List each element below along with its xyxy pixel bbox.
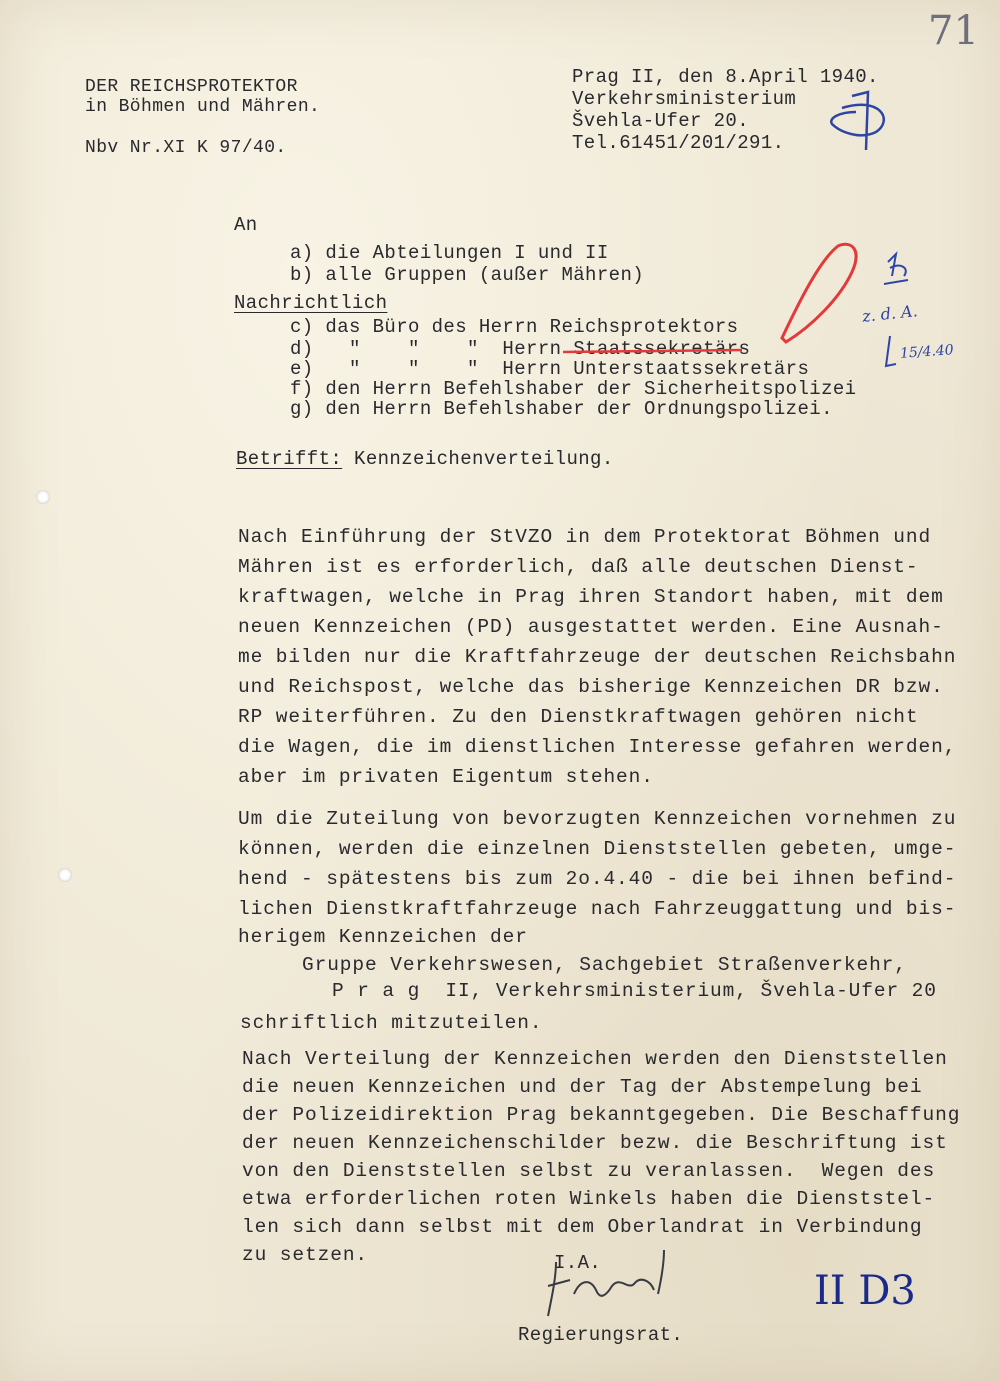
cc-e: e) " " " Herrn Unterstaatssekretärs [290, 358, 810, 380]
body-line: neuen Kennzeichen (PD) ausgestattet werden. Eine Ausnah- [238, 616, 944, 638]
place-date: Prag II, den 8.April 1940. [572, 66, 879, 88]
closing-title: Regierungsrat. [518, 1324, 684, 1346]
filing-note: z. d. A. [861, 301, 919, 326]
body-line: der Polizeidirektion Prag bekanntgegeben. Die Beschaffung [242, 1104, 961, 1126]
body-line: Nach Verteilung der Kennzeichen werden den Dienststellen [242, 1048, 948, 1070]
body-line: herigem Kennzeichen der [238, 926, 528, 948]
body-line: Mähren ist es erforderlich, daß alle deutschen Dienst- [238, 556, 919, 578]
address-line-2: P r a g II, Verkehrsministerium, Švehla-Ufer 20 [332, 980, 937, 1002]
cc-c: c) das Büro des Herrn Reichsprotektors [290, 316, 739, 338]
reference-number: Nbv Nr.XI K 97/40. [85, 138, 287, 158]
body-line: me bilden nur die Kraftfahrzeuge der deutschen Reichsbahn [238, 646, 957, 668]
body-line: Um die Zuteilung von bevorzugten Kennzeichen vornehmen zu [238, 808, 957, 830]
body-line: RP weiterführen. Zu den Dienstkraftwagen gehören nicht [238, 706, 919, 728]
body-line: die neuen Kennzeichen und der Tag der Abstempelung bei [242, 1076, 923, 1098]
filing-date-note: 15/4.40 [899, 342, 955, 362]
body-line: schriftlich mitzuteilen. [240, 1012, 543, 1034]
body-line: lichen Dienstkraftfahrzeuge nach Fahrzeuggattung und bis- [238, 898, 957, 920]
recipient-b: b) alle Gruppen (außer Mähren) [290, 264, 645, 286]
body-line: zu setzen. [242, 1244, 369, 1266]
red-underline [563, 350, 742, 352]
blue-pencil-initials [884, 254, 908, 284]
body-line: können, werden die einzelnen Dienststellen gebeten, umge- [238, 838, 957, 860]
cc-d: d) " " " Herrn Staatssekretärs [290, 338, 751, 360]
body-line: len sich dann selbst mit dem Oberlandrat in Verbindung [242, 1216, 923, 1238]
body-line: die Wagen, die im dienstlichen Interesse gefahren werden, [238, 736, 957, 758]
subject-label: Betrifft: [236, 448, 343, 470]
body-line: und Reichspost, welche das bisherige Kennzeichen DR bzw. [238, 676, 944, 698]
for-information-heading: Nachrichtlich [234, 292, 388, 314]
cc-f: f) den Herrn Befehlshaber der Sicherheitspolizei [290, 378, 857, 400]
sender-line-2: in Böhmen und Mähren. [85, 97, 321, 117]
folio-number: 71 [928, 8, 979, 54]
red-pencil-mark [782, 244, 856, 342]
body-line: etwa erforderlichen roten Winkels haben die Dienststel- [242, 1188, 936, 1210]
body-line: hend - spätestens bis zum 2o.4.40 - die bei ihnen befind- [238, 868, 957, 890]
sender-line-1: DER REICHSPROTEKTOR [85, 77, 298, 97]
body-line: von den Dienststellen selbst zu veranlassen. Wegen des [242, 1160, 936, 1182]
body-line: aber im privaten Eigentum stehen. [238, 766, 654, 788]
closing-ia: I.A. [554, 1252, 602, 1274]
body-line: der neuen Kennzeichenschilder bezw. die Beschriftung ist [242, 1132, 948, 1154]
telephone: Tel.61451/201/291. [572, 132, 785, 154]
ministry: Verkehrsministerium [572, 88, 797, 110]
street-address: Švehla-Ufer 20. [572, 110, 750, 132]
blue-bracket [886, 336, 896, 366]
address-line-1: Gruppe Verkehrswesen, Sachgebiet Straßenverkehr, [302, 954, 907, 976]
cc-g: g) den Herrn Befehlshaber der Ordnungspolizei. [290, 398, 833, 420]
recipients-heading: An [234, 214, 258, 236]
recipient-a: a) die Abteilungen I und II [290, 242, 609, 264]
body-line: kraftwagen, welche in Prag ihren Standort haben, mit dem [238, 586, 944, 608]
blue-initial-mark [831, 92, 884, 150]
page-code: II D3 [814, 1268, 916, 1314]
body-line: Nach Einführung der StVZO in dem Protektorat Böhmen und [238, 526, 932, 548]
signature [548, 1250, 664, 1316]
subject-text: Kennzeichenverteilung. [342, 448, 614, 470]
